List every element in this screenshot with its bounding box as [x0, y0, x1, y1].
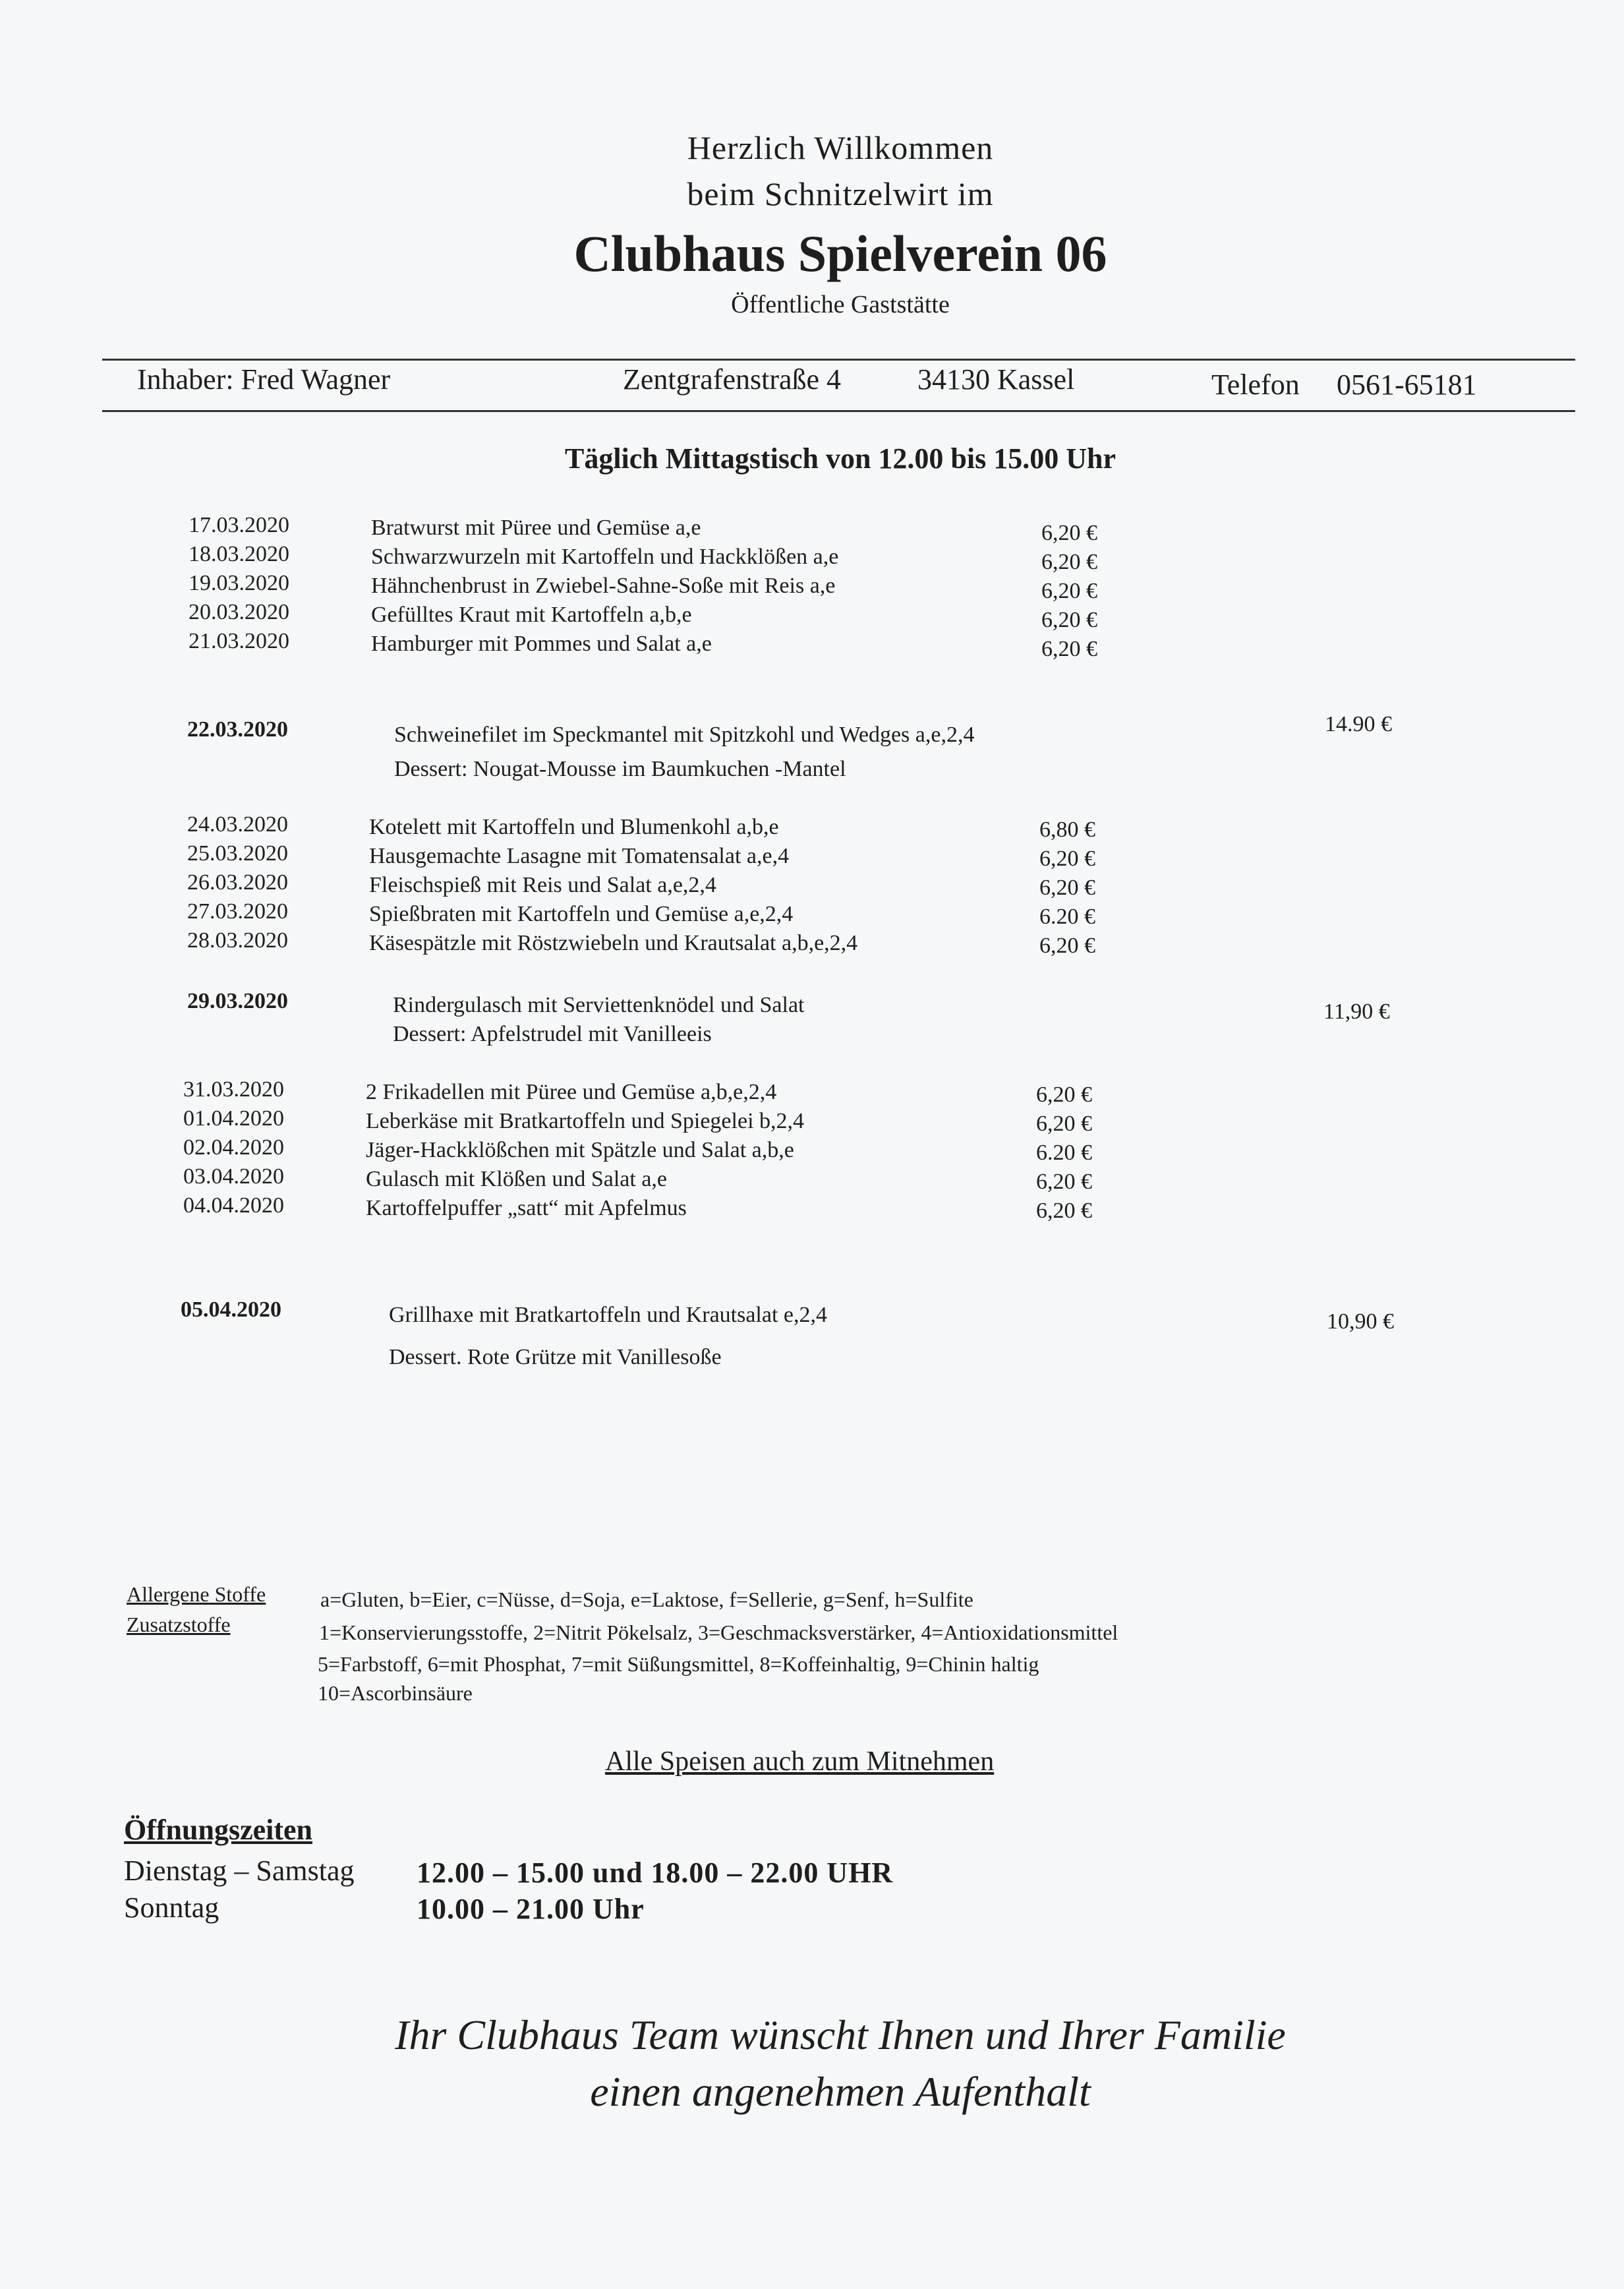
- menu-date: 20.03.2020: [188, 600, 289, 624]
- menu-price: 6,20 €: [1041, 521, 1097, 545]
- menu-price: 6,20 €: [1039, 876, 1095, 900]
- menu-dish: Gulasch mit Klößen und Salat a,e: [366, 1167, 668, 1191]
- menu-dish: Leberkäse mit Bratkartoffeln und Spiegelei b,2,4: [366, 1109, 805, 1133]
- subtitle: Öffentliche Gaststätte: [731, 291, 950, 318]
- takeaway-note: Alle Speisen auch zum Mitnehmen: [605, 1746, 995, 1777]
- menu-dish: Kartoffelpuffer „satt“ mit Apfelmus: [366, 1196, 687, 1220]
- menu-dessert: Dessert: Apfelstrudel mit Vanilleeis: [393, 1022, 712, 1046]
- menu-dessert: Dessert. Rote Grütze mit Vanillesoße: [389, 1345, 722, 1369]
- additives-line-3: 10=Ascorbinsäure: [318, 1681, 473, 1705]
- menu-price: 6,20 €: [1041, 550, 1097, 574]
- menu-date: 17.03.2020: [188, 513, 289, 537]
- menu-price: 6.20 €: [1036, 1141, 1092, 1165]
- menu-dish: Rindergulasch mit Serviettenknödel und Salat: [393, 993, 805, 1017]
- city: 34130 Kassel: [917, 363, 1075, 396]
- menu-dish: Bratwurst mit Püree und Gemüse a,e: [371, 516, 701, 540]
- menu-date: 21.03.2020: [188, 629, 289, 653]
- welcome-line-2: beim Schnitzelwirt im: [687, 175, 994, 212]
- additives-line-1: 1=Konservierungsstoffe, 2=Nitrit Pökelsalz, 3=Geschmacksverstärker, 4=Antioxidationsmittel: [319, 1620, 1118, 1644]
- menu-date: 03.04.2020: [183, 1164, 284, 1189]
- lunch-title: Täglich Mittagstisch von 12.00 bis 15.00 Uhr: [564, 442, 1116, 475]
- menu-date: 19.03.2020: [188, 571, 289, 595]
- welcome-line-1: Herzlich Willkommen: [687, 129, 994, 166]
- hours-time: 10.00 – 21.00 Uhr: [417, 1893, 645, 1925]
- menu-price: 6,80 €: [1039, 818, 1095, 842]
- additives-label: Zusatzstoffe: [127, 1613, 231, 1636]
- divider-bottom: [102, 410, 1575, 412]
- hours-day: Sonntag: [124, 1891, 219, 1924]
- menu-date: 29.03.2020: [187, 989, 288, 1013]
- hours-title: Öffnungszeiten: [124, 1814, 312, 1846]
- menu-dessert: Dessert: Nougat-Mousse im Baumkuchen -Mantel: [394, 757, 846, 781]
- phone-label: Telefon: [1211, 369, 1300, 401]
- menu-dish: Spießbraten mit Kartoffeln und Gemüse a,e,2,4: [369, 902, 794, 926]
- menu-dish: Kotelett mit Kartoffeln und Blumenkohl a,b,e: [369, 815, 779, 839]
- allergens-label: Allergene Stoffe: [127, 1582, 266, 1606]
- menu-dish: Schwarzwurzeln mit Kartoffeln und Hackklößen a,e: [371, 545, 839, 569]
- menu-dish: Gefülltes Kraut mit Kartoffeln a,b,e: [371, 603, 692, 627]
- menu-price: 6,20 €: [1041, 608, 1097, 632]
- menu-date: 28.03.2020: [187, 928, 288, 953]
- menu-dish: Jäger-Hackklößchen mit Spätzle und Salat a,b,e: [366, 1138, 794, 1162]
- menu-price: 11,90 €: [1323, 999, 1390, 1024]
- menu-price: 6,20 €: [1036, 1170, 1092, 1194]
- menu-price: 14.90 €: [1325, 712, 1392, 736]
- menu-date: 26.03.2020: [187, 870, 288, 895]
- menu-date: 25.03.2020: [187, 841, 288, 866]
- menu-price: 6,20 €: [1036, 1112, 1092, 1136]
- menu-date: 02.04.2020: [183, 1135, 284, 1160]
- menu-date: 31.03.2020: [183, 1077, 284, 1102]
- closing-line-1: Ihr Clubhaus Team wünscht Ihnen und Ihrer Familie: [395, 2011, 1286, 2058]
- additives-line-2: 5=Farbstoff, 6=mit Phosphat, 7=mit Süßungsmittel, 8=Koffeinhaltig, 9=Chinin haltig: [318, 1652, 1039, 1676]
- menu-date: 01.04.2020: [183, 1106, 284, 1131]
- owner: Inhaber: Fred Wagner: [137, 363, 391, 396]
- divider-top: [102, 359, 1575, 361]
- menu-dish: Grillhaxe mit Bratkartoffeln und Krautsalat e,2,4: [389, 1303, 828, 1327]
- menu-date: 22.03.2020: [187, 717, 288, 742]
- hours-time: 12.00 – 15.00 und 18.00 – 22.00 UHR: [417, 1857, 894, 1889]
- menu-price: 6,20 €: [1039, 847, 1095, 871]
- menu-dish: Käsespätzle mit Röstzwiebeln und Krautsalat a,b,e,2,4: [369, 931, 858, 955]
- menu-dish: Schweinefilet im Speckmantel mit Spitzkohl und Wedges a,e,2,4: [394, 723, 975, 747]
- menu-price: 6,20 €: [1041, 637, 1097, 661]
- menu-price: 6,20 €: [1036, 1083, 1092, 1107]
- street: Zentgrafenstraße 4: [623, 363, 842, 396]
- allergens-text: a=Gluten, b=Eier, c=Nüsse, d=Soja, e=Laktose, f=Sellerie, g=Senf, h=Sulfite: [320, 1588, 973, 1611]
- menu-date: 05.04.2020: [181, 1297, 281, 1322]
- closing-line-2: einen angenehmen Aufenthalt: [590, 2068, 1091, 2115]
- menu-dish: 2 Frikadellen mit Püree und Gemüse a,b,e,2,4: [366, 1080, 777, 1104]
- menu-dish: Hähnchenbrust in Zwiebel-Sahne-Soße mit Reis a,e: [371, 574, 836, 598]
- hours-day: Dienstag – Samstag: [124, 1855, 355, 1887]
- phone-number: 0561-65181: [1337, 369, 1477, 401]
- menu-price: 6,20 €: [1039, 934, 1095, 958]
- menu-dish: Hamburger mit Pommes und Salat a,e: [371, 632, 712, 656]
- menu-date: 18.03.2020: [188, 542, 289, 566]
- menu-date: 04.04.2020: [183, 1193, 284, 1218]
- menu-price: 10,90 €: [1327, 1309, 1394, 1334]
- menu-dish: Fleischspieß mit Reis und Salat a,e,2,4: [369, 873, 716, 897]
- menu-dish: Hausgemachte Lasagne mit Tomatensalat a,e,4: [369, 844, 790, 868]
- menu-price: 6.20 €: [1039, 905, 1095, 929]
- menu-price: 6,20 €: [1036, 1199, 1092, 1223]
- page-title: Clubhaus Spielverein 06: [573, 225, 1107, 282]
- menu-date: 27.03.2020: [187, 899, 288, 924]
- menu-date: 24.03.2020: [187, 812, 288, 837]
- menu-price: 6,20 €: [1041, 579, 1097, 603]
